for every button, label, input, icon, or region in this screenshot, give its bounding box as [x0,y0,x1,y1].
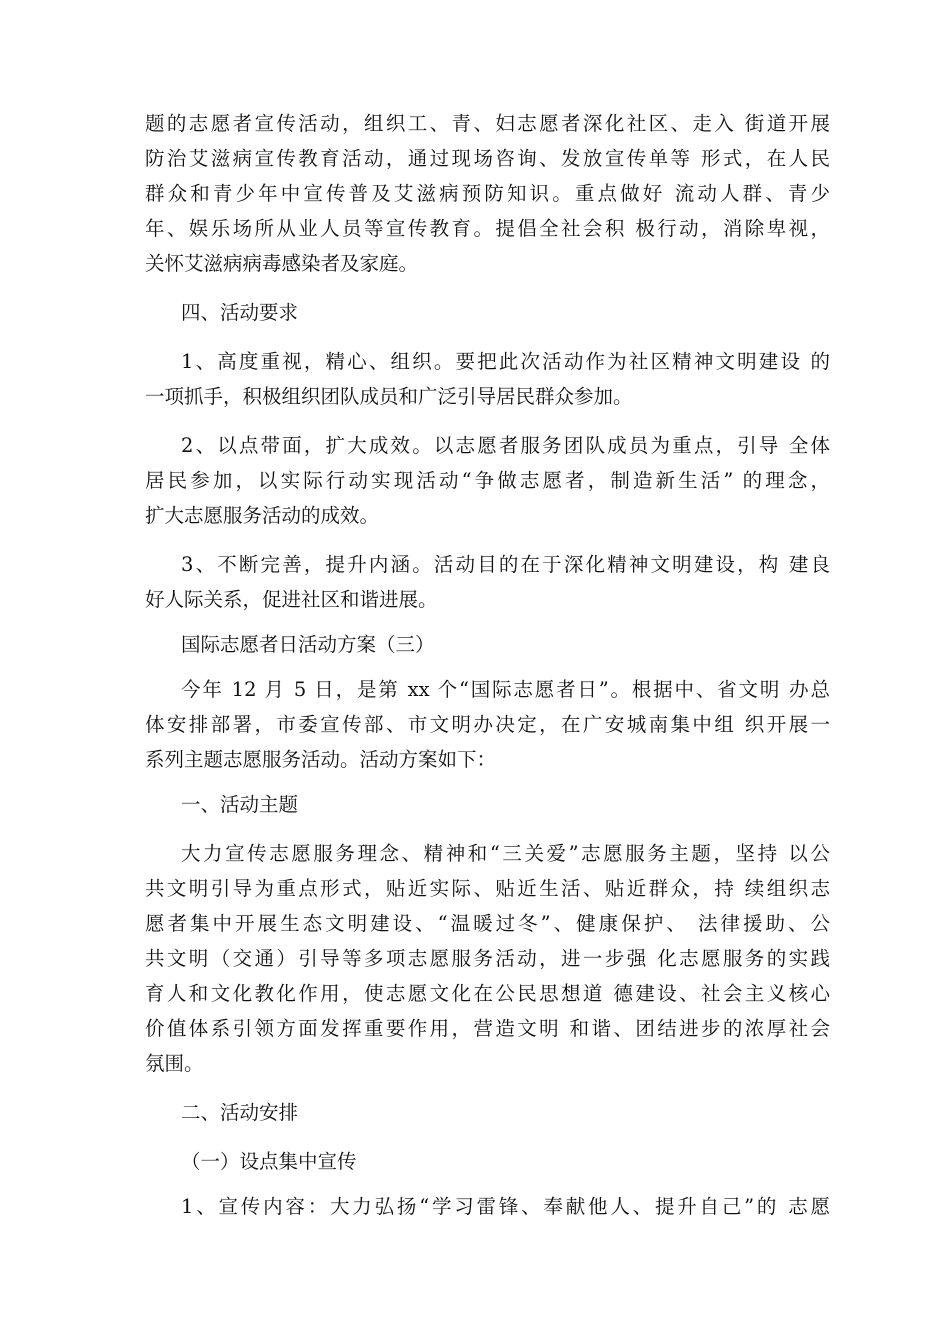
text-line: 愿者集中开展生态文明建设、“温暖过冬”、健康保护、 法律援助、公 [145,912,830,935]
text-line: 防治艾滋病宣传教育活动，通过现场咨询、发放宣传单等 形式，在人民 [145,147,830,170]
heading-activity-theme [145,787,830,822]
heading-text: （一）设点集中宣传 [181,1150,357,1173]
heading-text: 四、活动要求 [181,301,299,324]
paragraph-requirement-3 [145,547,830,617]
heading-activity-requirements [145,295,830,330]
text-line: 关怀艾滋病病毒感染者及家庭。 [145,252,419,275]
text-line: 3、不断完善，提升内涵。活动目的在于深化精神文明建设，构 建良 [181,553,830,576]
text-line: 共文明（交通）引导等多项志愿服务活动，进一步强 化志愿服务的实践 [145,947,830,970]
text-line: 价值体系引领方面发挥重要作用，营造文明 和谐、团结进步的浓厚社会 [145,1017,830,1040]
text-line: 育人和文化教化作用，使志愿文化在公民思想道 德建设、社会主义核心 [145,982,830,1005]
text-line: 一项抓手，积极组织团队成员和广泛引导居民群众参加。 [145,385,633,408]
text-line: 今年 12 月 5 日，是第 xx 个“国际志愿者日”。根据中、省文明 办总 [181,678,830,701]
text-line: 年、娱乐场所从业人员等宣传教育。提倡全社会积 极行动，消除卑视， [145,217,830,240]
paragraph-intro [145,672,830,777]
text-line: 共文明引导为重点形式，贴近实际、贴近生活、贴近群众，持 续组织志 [145,877,830,900]
text-line: 题的志愿者宣传活动，组织工、青、妇志愿者深化社区、走入 街道开展 [145,112,830,135]
heading-text: 一、活动主题 [181,793,299,816]
text-line: 2、以点带面，扩大成效。以志愿者服务团队成员为重点，引导 全体 [181,434,830,457]
text-line: 群众和青少年中宣传普及艾滋病预防知识。重点做好 流动人群、青少 [145,182,830,205]
heading-text: 国际志愿者日活动方案（三） [181,633,435,656]
text-line: 好人际关系，促进社区和谐进展。 [145,588,438,611]
text-line: 扩大志愿服务活动的成效。 [145,504,380,527]
text-line: 系列主题志愿服务活动。活动方案如下： [145,748,497,771]
text-line: 大力宣传志愿服务理念、精神和“三关爱”志愿服务主题，坚持 以公 [181,842,830,865]
heading-activity-arrangement [145,1095,830,1130]
text-line: 1、宣传内容：大力弘扬“学习雷锋、奉献他人、提升自己”的 志愿 [181,1195,830,1218]
text-line: 1、高度重视，精心、组织。要把此次活动作为社区精神文明建设 的 [181,350,830,373]
text-line: 体安排部署，市委宣传部、市文明办决定，在广安城南集中组 织开展一 [145,713,830,736]
heading-text: 二、活动安排 [181,1101,299,1124]
heading-centralized-promotion [145,1144,830,1179]
text-line: 氛围。 [145,1052,204,1075]
paragraph-requirement-1 [145,344,830,414]
heading-plan-three [145,627,830,662]
paragraph-promotion-content [145,1189,830,1224]
paragraph-requirement-2 [145,428,830,533]
document-body [145,106,830,1224]
paragraph-theme [145,836,830,1081]
paragraph-aids-promotion [145,106,830,281]
text-line: 居民参加，以实际行动实现活动“争做志愿者，制造新生活” 的理念， [145,469,830,492]
